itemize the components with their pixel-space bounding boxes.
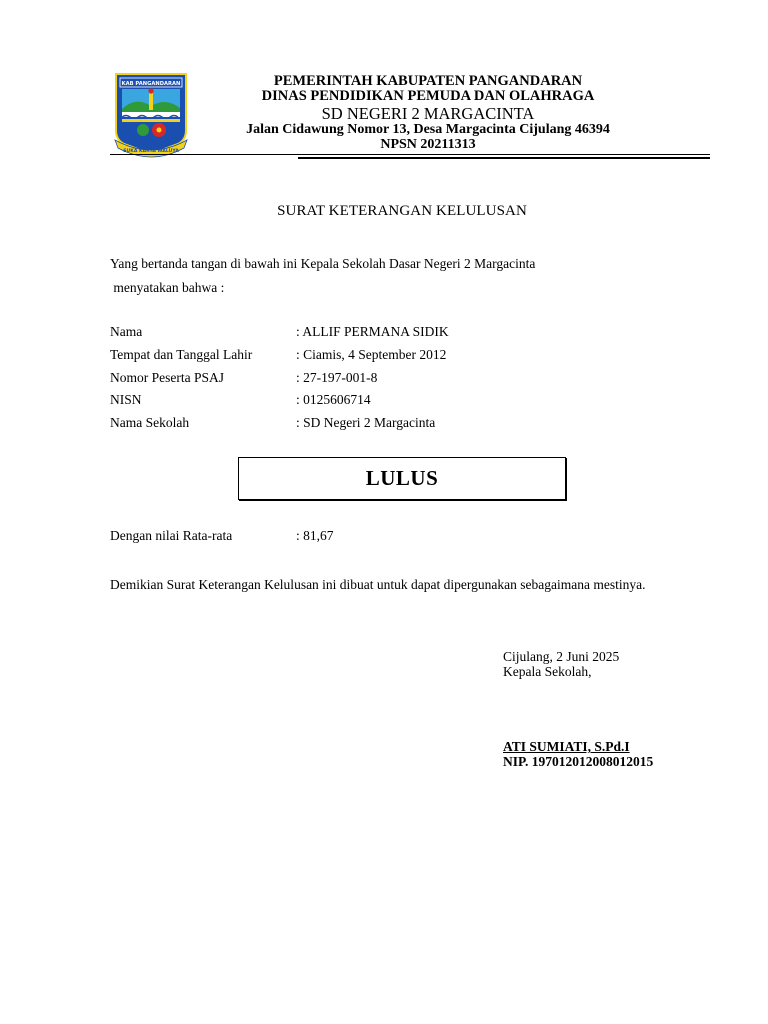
school-npsn: NPSN 20211313	[380, 137, 476, 152]
field-label-name: Nama	[110, 324, 143, 339]
regency-logo	[112, 70, 190, 158]
field-label-nisn: NISN	[110, 392, 142, 407]
school-address: Jalan Cidawung Nomor 13, Desa Margacinta Cijulang 46394	[246, 122, 610, 137]
department-name: DINAS PENDIDIKAN PEMUDA DAN OLAHRAGA	[261, 88, 595, 104]
logo-motto: SUKA KARYA WALUYA	[123, 149, 179, 154]
field-value-school: : SD Negeri 2 Margacinta	[296, 415, 436, 430]
field-value-nisn: : 0125606714	[296, 392, 371, 407]
closing-statement: Demikian Surat Keterangan Kelulusan ini dibuat untuk dapat dipergunakan sebagaimana mestinya.	[110, 577, 646, 592]
average-value: : 81,67	[296, 528, 334, 543]
signatory-nip: NIP. 197012012008012015	[503, 754, 654, 769]
sign-position: Kepala Sekolah,	[503, 664, 592, 679]
document-title: SURAT KETERANGAN KELULUSAN	[277, 203, 527, 219]
sign-place-date: Cijulang, 2 Juni 2025	[503, 649, 620, 664]
signatory-name: ATI SUMIATI, S.Pd.I	[503, 739, 630, 754]
average-label: Dengan nilai Rata-rata	[110, 528, 233, 543]
school-name: SD NEGERI 2 MARGACINTA	[321, 104, 535, 123]
result-text: LULUS	[365, 466, 439, 490]
field-value-name: : ALLIF PERMANA SIDIK	[296, 324, 449, 339]
field-value-exam-number: : 27-197-001-8	[296, 370, 378, 385]
field-label-birth: Tempat dan Tanggal Lahir	[110, 347, 253, 362]
header-divider-thin	[110, 154, 710, 155]
intro-line-2: menyatakan bahwa :	[110, 280, 225, 295]
field-label-school: Nama Sekolah	[110, 415, 190, 430]
intro-line-1: Yang bertanda tangan di bawah ini Kepala Sekolah Dasar Negeri 2 Margacinta	[110, 256, 536, 271]
result-box	[238, 457, 566, 500]
logo-banner-text: KAB PANGANDARAN	[121, 81, 181, 87]
government-name: PEMERINTAH KABUPATEN PANGANDARAN	[273, 73, 583, 89]
field-value-birth: : Ciamis, 4 September 2012	[296, 347, 447, 362]
header-divider-thick	[298, 157, 710, 159]
field-label-exam-number: Nomor Peserta PSAJ	[110, 370, 224, 385]
